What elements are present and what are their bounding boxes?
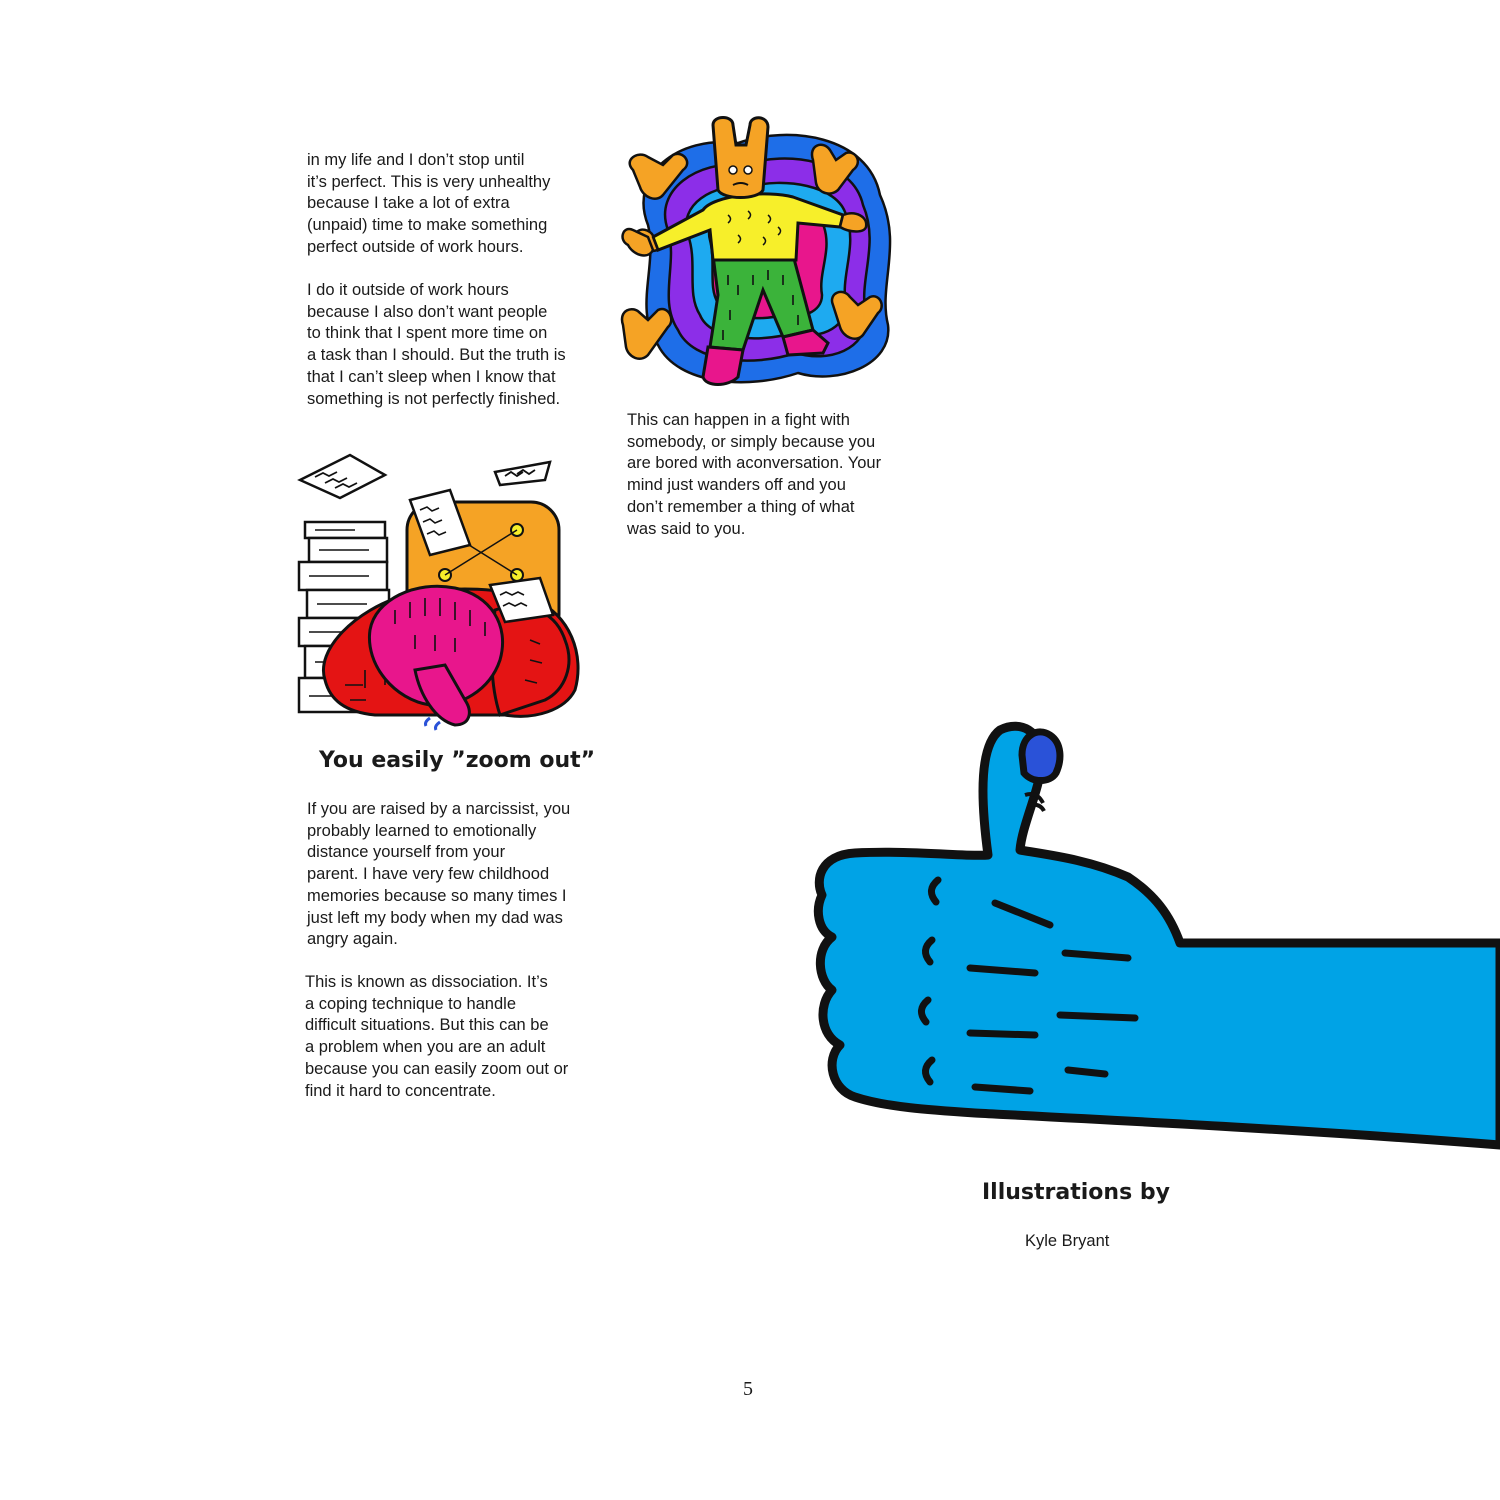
page-number: 5 <box>743 1378 753 1400</box>
paragraph-perfectionism-2: I do it outside of work hours because I also don’t want people to think that I spent more time on a task than I should. But the truth is that I can’t sleep when I know that something is not perfectly finished. <box>307 281 566 408</box>
paragraph-zoom-out-2: This is known as dissociation. It’s a coping technique to handle difficult situations. But this can be a problem when you are an adult because you can easily zoom out or find it hard to concentrate. <box>305 973 569 1100</box>
illustrator-name: Kyle Bryant <box>1025 1232 1110 1250</box>
section-heading-zoom-out: You easily ”zoom out” <box>319 748 596 773</box>
flying-paper-icon <box>300 455 550 498</box>
paragraph-zoom-out-1: If you are raised by a narcissist, you probably learned to emotionally distance yourself from your parent. I have very few childhood memories because so many times I just left my body when my dad was angry again. <box>307 800 571 949</box>
overwhelmed-person-illustration <box>295 450 585 740</box>
thumbs-up-hand-illustration <box>810 715 1500 1155</box>
paragraph-dissociation-example: This can happen in a fight with somebody, or simply because you are bored with aconversation. Your mind just wanders off and you don’t remember a thing of what was said to you. <box>627 411 882 538</box>
person-head-icon <box>713 118 768 198</box>
dissociating-person-illustration <box>618 115 903 395</box>
paragraph-perfectionism-1: in my life and I don’t stop until it’s perfect. This is very unhealthy because I take a lot of extra (unpaid) time to make something perfect outside of work hours. <box>307 151 551 256</box>
credits-heading: Illustrations by <box>982 1180 1170 1205</box>
